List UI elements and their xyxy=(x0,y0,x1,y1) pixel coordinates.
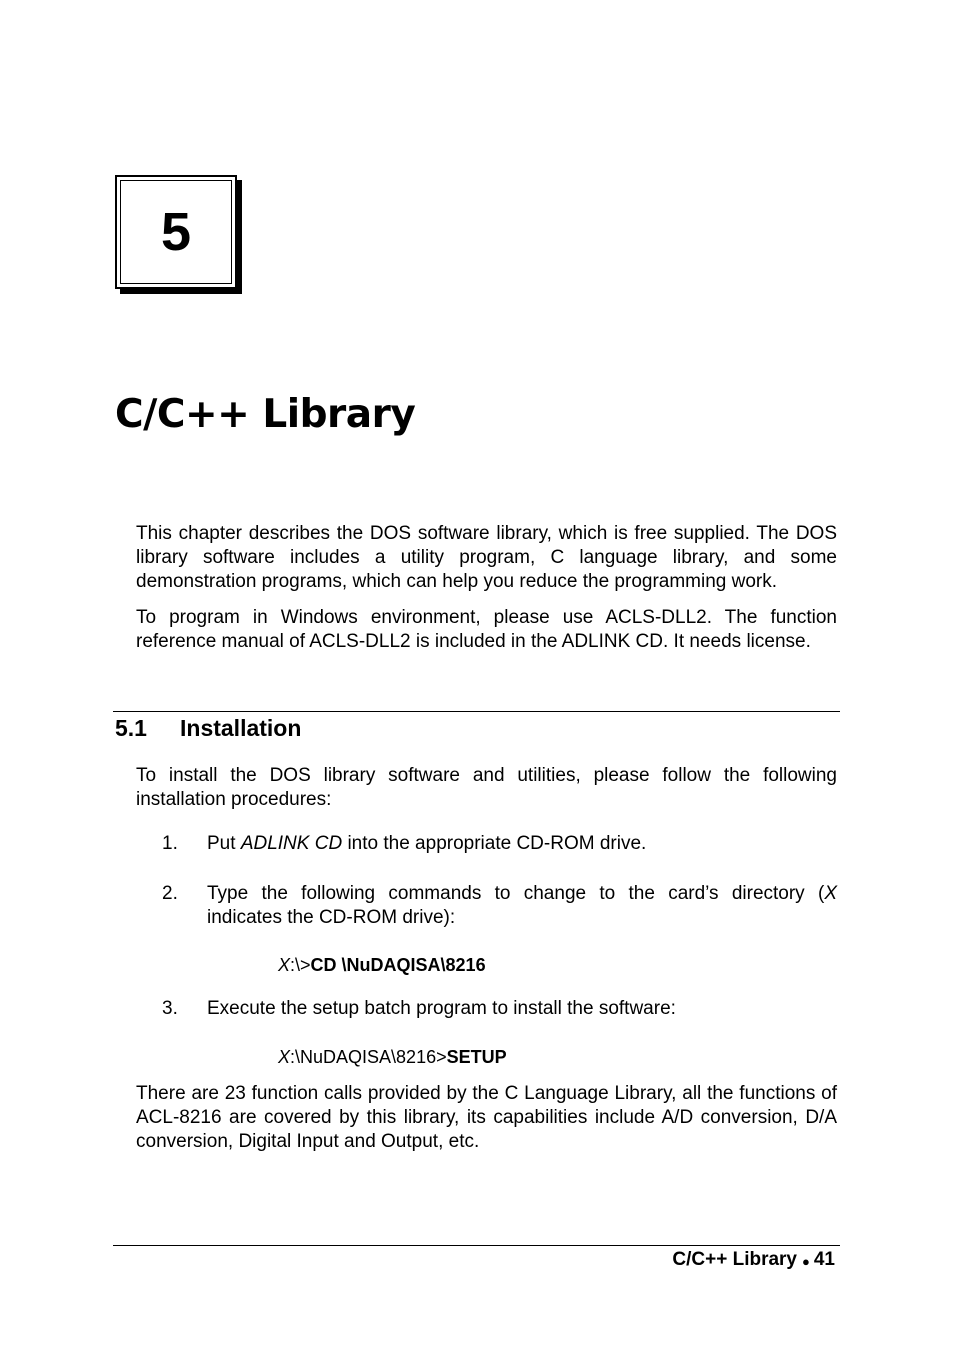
step-1-text: Put ADLINK CD into the appropriate CD-ROM drive. xyxy=(207,833,647,854)
chapter-number: 5 xyxy=(120,180,232,284)
footer-divider xyxy=(113,1245,840,1246)
chapter-number-box xyxy=(115,175,237,289)
step-1-number: 1. xyxy=(162,833,178,854)
section-divider xyxy=(113,711,840,712)
section-title: Installation xyxy=(180,715,302,741)
step-2-command: X:\>CD \NuDAQISA\8216 xyxy=(278,955,486,975)
section-number: 5.1 xyxy=(115,715,147,741)
section-lead-paragraph: To install the DOS library software and utilities, please follow the following installation procedures: xyxy=(136,765,837,810)
page-footer xyxy=(672,1248,835,1274)
intro-paragraph-2: To program in Windows environment, please use ACLS-DLL2. The function reference manual of ACLS-DLL2 is included in the ADLINK CD. It needs license. xyxy=(136,607,837,652)
section-heading xyxy=(115,713,301,743)
step-2-text: Type the following commands to change to the card’s directory (X indicates the CD-ROM drive): xyxy=(207,883,837,928)
step-3-number: 3. xyxy=(162,998,178,1019)
bullet-icon: ● xyxy=(802,1254,810,1269)
page-number: 41 xyxy=(813,1249,835,1270)
section-closing-paragraph: There are 23 function calls provided by the C Language Library, all the functions of ACL-8216 are covered by this library, its capabilities include A/D conversion, D/A conversion, Digital Input and Output, etc. xyxy=(136,1083,837,1152)
intro-paragraph-1: This chapter describes the DOS software library, which is free supplied. The DOS library software includes a utility program, C language library, and some demonstration programs, which can help you reduce the programming work. xyxy=(136,523,837,592)
step-3-command: X:\NuDAQISA\8216>SETUP xyxy=(278,1047,507,1067)
footer-title: C/C++ Library xyxy=(672,1249,797,1270)
chapter-title: C/C++ Library xyxy=(115,392,416,437)
step-2-number: 2. xyxy=(162,883,178,904)
step-3-text: Execute the setup batch program to install the software: xyxy=(207,998,676,1019)
